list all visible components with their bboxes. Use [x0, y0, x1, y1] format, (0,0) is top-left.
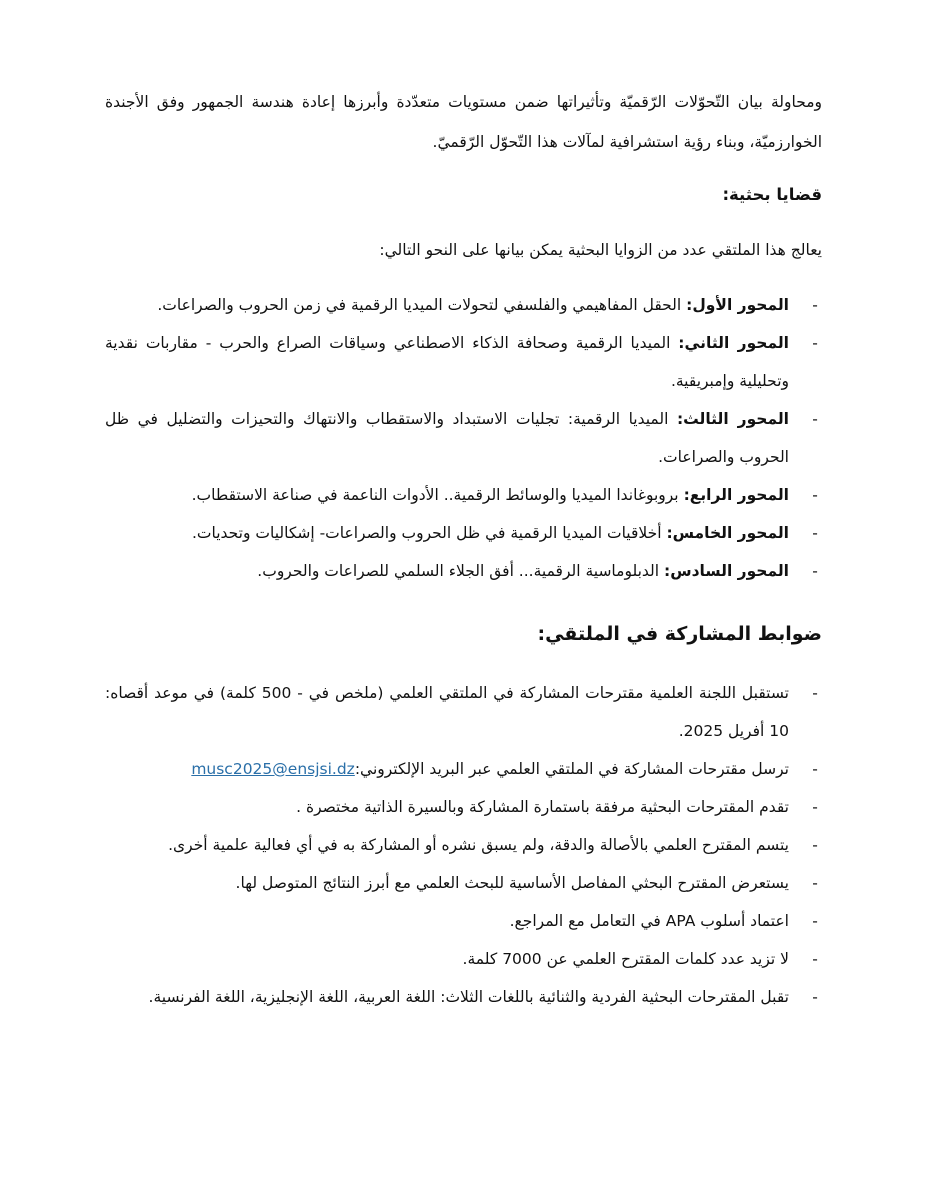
rule-item-2 — [105, 750, 822, 788]
axis-text: الدبلوماسية الرقمية... أفق الجلاء السلمي للصراعات والحروب. — [257, 562, 664, 580]
participation-section — [105, 614, 822, 654]
email-link[interactable]: musc2025@ensjsi.dz — [191, 760, 355, 778]
intro-line-1: ومحاولة بيان التّحوّلات الرّقميّة وتأثيراتها ضمن مستويات متعدّدة وأبرزها إعادة هندسة الجمهور وفق — [156, 93, 822, 111]
list-dash: - — [812, 950, 818, 968]
participation-heading: ضوابط المشاركة في الملتقي: — [537, 623, 822, 645]
list-dash: - — [812, 524, 818, 542]
axis-item-1 — [105, 286, 822, 324]
rule-text: تقدم المقترحات البحثية مرفقة باستمارة المشاركة وبالسيرة الذاتية مختصرة . — [296, 798, 789, 816]
list-dash: - — [812, 410, 818, 428]
rule-item-8 — [105, 978, 822, 1016]
research-issues-heading: قضايا بحثية: — [722, 185, 822, 204]
axis-text: الميديا الرقمية: تجليات الاستبداد والاستقطاب والانتهاك والتحيزات والتضليل في ظل الحروب والصراعات. — [105, 410, 789, 466]
axis-label: المحور الرابع: — [683, 486, 789, 504]
intro-paragraph — [105, 82, 822, 162]
list-dash: - — [812, 684, 818, 702]
rule-text: تستقبل اللجنة العلمية مقترحات المشاركة في الملتقي العلمي (ملخص في - 500 كلمة) في موعد أقصاه: 10 أفريل 2025. — [105, 684, 789, 740]
list-dash: - — [812, 296, 818, 314]
rule-text: ترسل مقترحات المشاركة في الملتقي العلمي عبر البريد الإلكتروني: — [354, 760, 789, 778]
rule-item-5 — [105, 864, 822, 902]
list-dash: - — [812, 798, 818, 816]
axis-label: المحور السادس: — [664, 562, 789, 580]
list-dash: - — [812, 760, 818, 778]
rules-list-block — [105, 674, 822, 1016]
list-dash: - — [812, 836, 818, 854]
rule-item-1 — [105, 674, 822, 750]
intro-line-2: الأجندة الخوارزميّة، وبناء رؤية استشرافية لمآلات هذا التّحوّل الرّقميّ. — [105, 93, 822, 151]
list-dash: - — [812, 912, 818, 930]
axis-item-5 — [105, 514, 822, 552]
rules-list — [105, 674, 822, 1016]
axis-text: أخلاقيات الميديا الرقمية في ظل الحروب والصراعات- إشكاليات وتحديات. — [191, 524, 667, 542]
axis-label: المحور الثالث: — [676, 410, 789, 428]
list-dash: - — [812, 562, 818, 580]
axis-item-4 — [105, 476, 822, 514]
rule-text: تقبل المقترحات البحثية الفردية والثنائية باللغات الثلاث: اللغة العربية، اللغة الإنجليزية، اللغة الفرنسية. — [148, 988, 789, 1006]
rule-item-3 — [105, 788, 822, 826]
axis-text: الميديا الرقمية وصحافة الذكاء الاصطناعي وسياقات الصراع والحرب - مقاربات نقدية وتحليلية وإمبريقية. — [105, 334, 789, 390]
list-dash: - — [812, 486, 818, 504]
research-issues-lead: يعالج هذا الملتقي عدد من الزوايا البحثية يمكن بيانها على النحو التالي: — [379, 241, 822, 259]
axis-label: المحور الثاني: — [678, 334, 789, 352]
research-issues-section — [105, 178, 822, 212]
list-dash: - — [812, 874, 818, 892]
rule-item-6 — [105, 902, 822, 940]
axis-text: بروبوغاندا الميديا والوسائط الرقمية.. الأدوات الناعمة في صناعة الاستقطاب. — [191, 486, 684, 504]
axis-label: المحور الأول: — [686, 296, 789, 314]
axis-text: الحقل المفاهيمي والفلسفي لتحولات الميديا الرقمية في زمن الحروب والصراعات. — [157, 296, 687, 314]
axes-list-block — [105, 286, 822, 590]
axis-item-6 — [105, 552, 822, 590]
rule-text: اعتماد أسلوب APA في التعامل مع المراجع. — [509, 912, 789, 930]
rule-text: يستعرض المقترح البحثي المفاصل الأساسية للبحث العلمي مع أبرز النتائج المتوصل لها. — [235, 874, 789, 892]
axis-item-2 — [105, 324, 822, 400]
rule-item-7 — [105, 940, 822, 978]
rule-item-4 — [105, 826, 822, 864]
intro-text — [105, 82, 822, 162]
axis-label: المحور الخامس: — [666, 524, 789, 542]
axes-list — [105, 286, 822, 590]
rule-text: لا تزيد عدد كلمات المقترح العلمي عن 7000 كلمة. — [462, 950, 789, 968]
research-issues-lead-block — [105, 233, 822, 267]
axis-item-3 — [105, 400, 822, 476]
list-dash: - — [812, 334, 818, 352]
list-dash: - — [812, 988, 818, 1006]
rule-text: يتسم المقترح العلمي بالأصالة والدقة، ولم يسبق نشره أو المشاركة به في أي فعالية علمية أخرى. — [168, 836, 789, 854]
